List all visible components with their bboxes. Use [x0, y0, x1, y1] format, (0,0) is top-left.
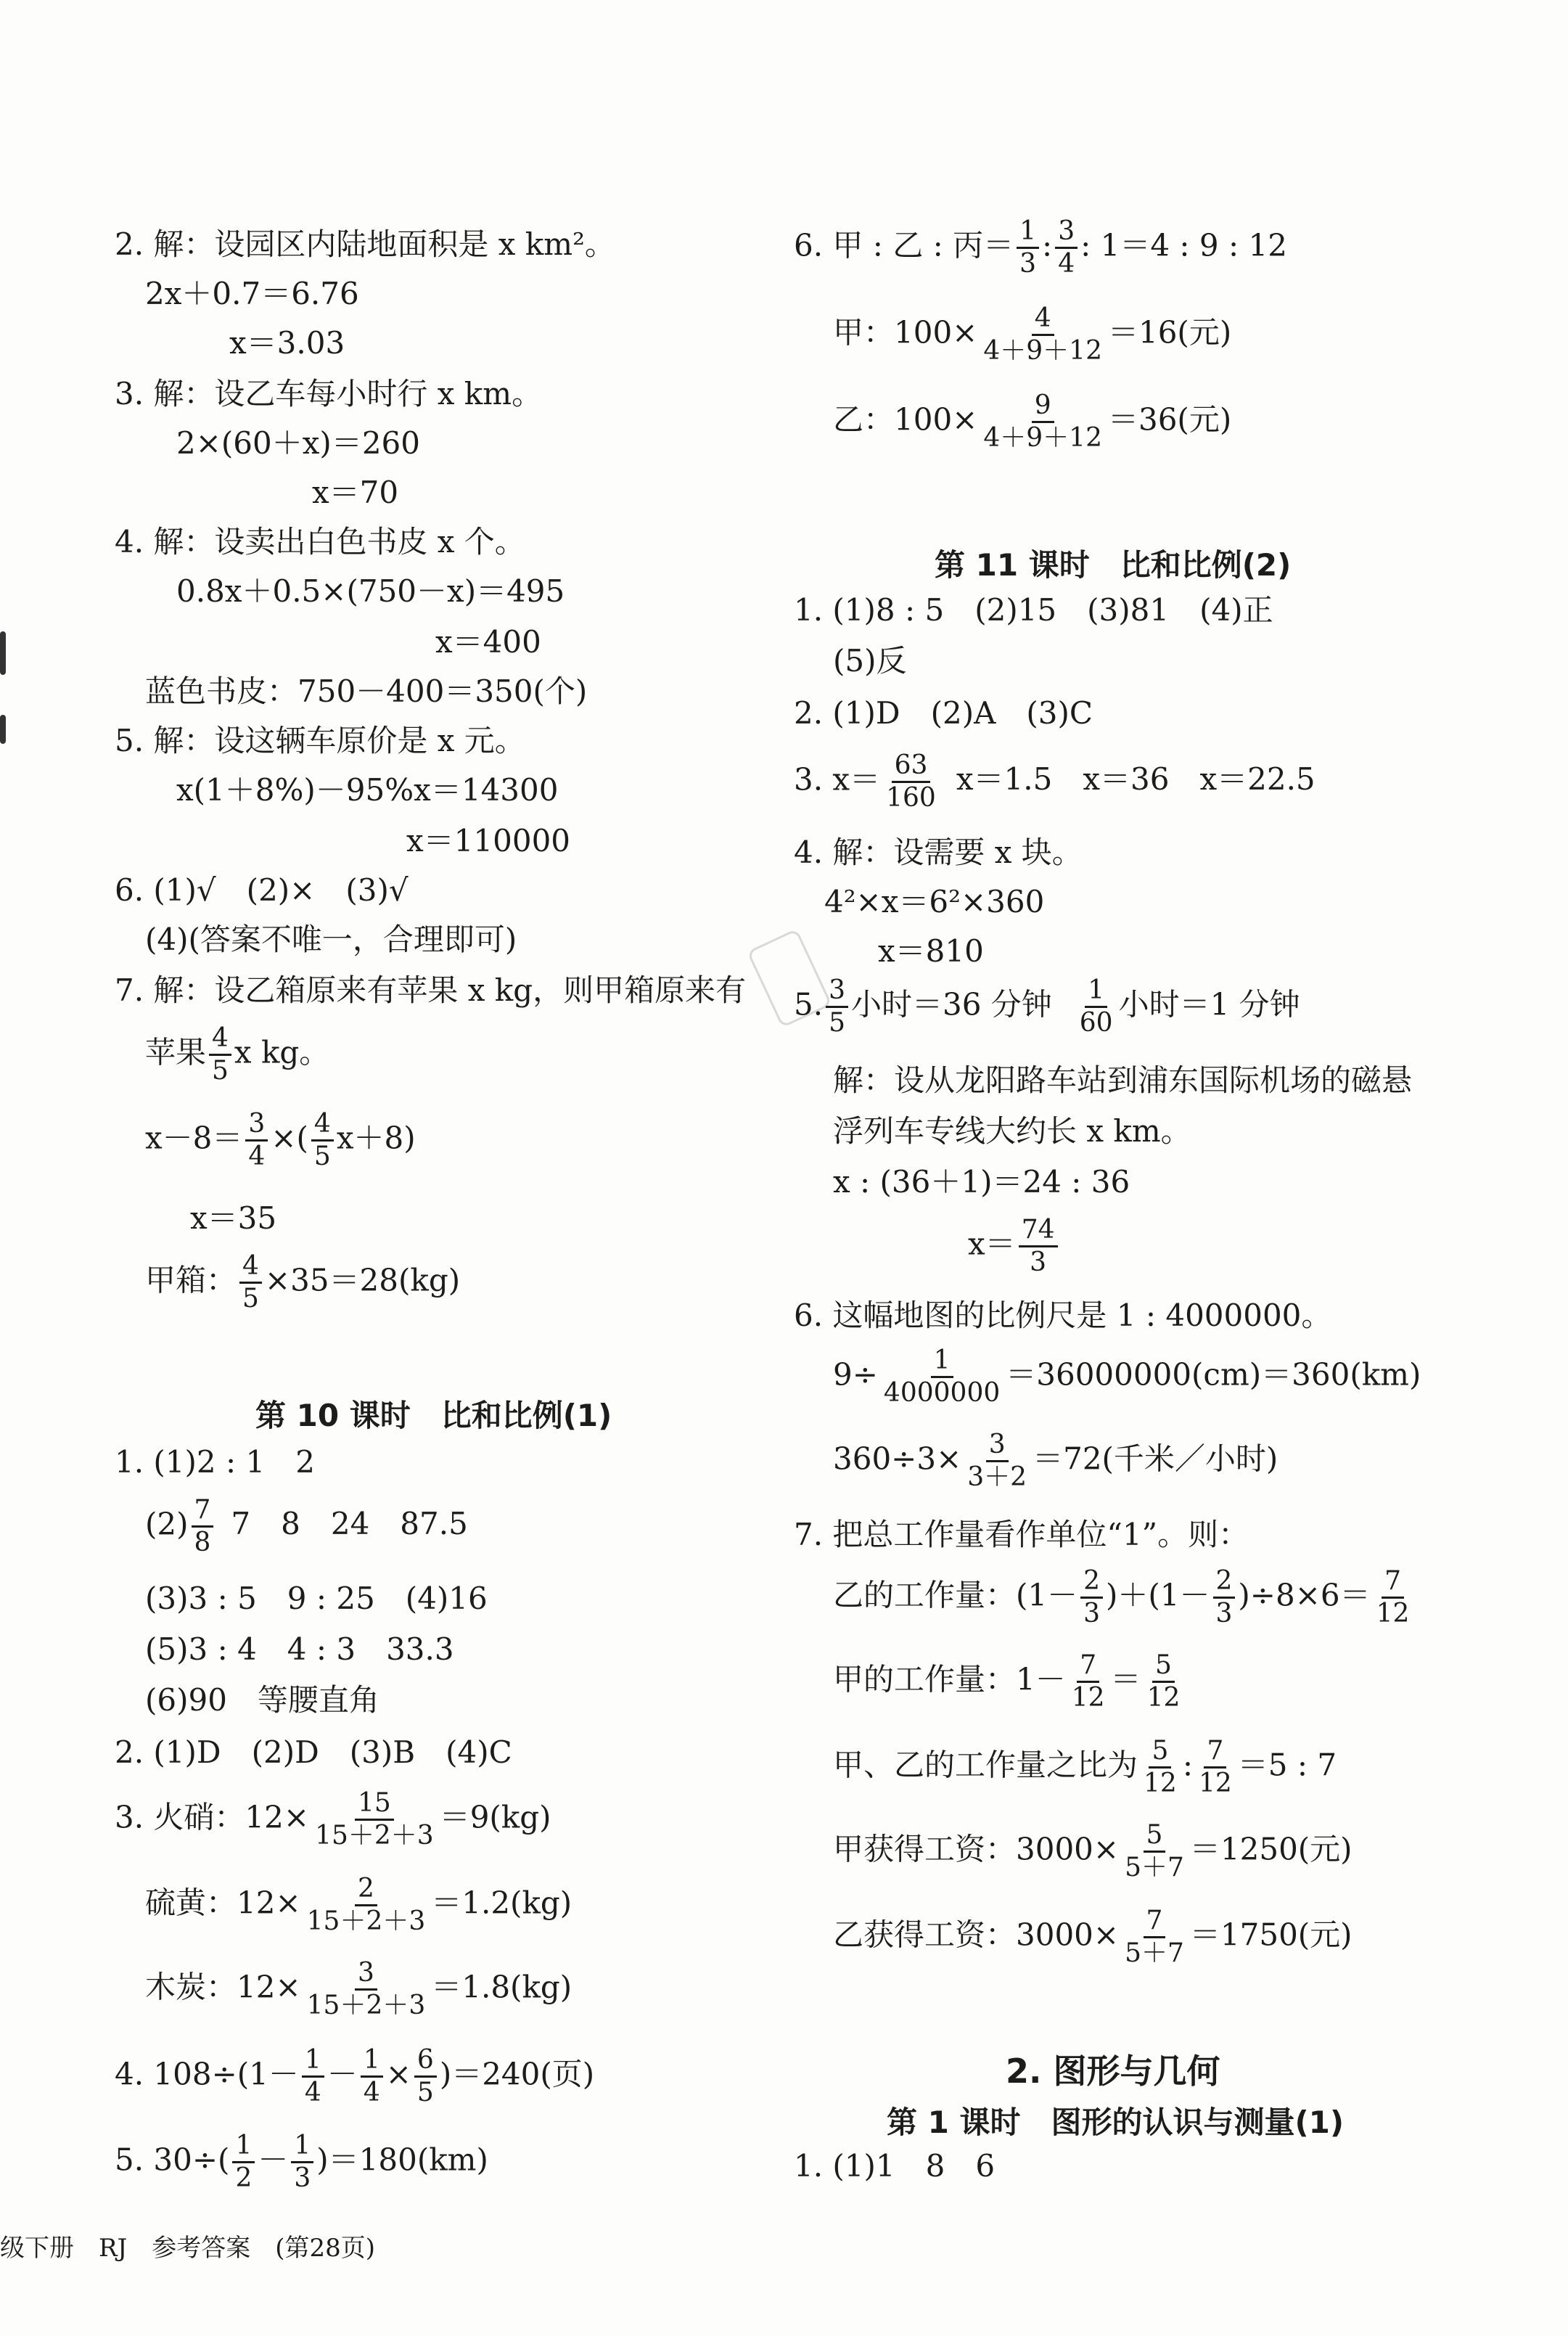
- fraction: $\frac{7}{8}$: [192, 1496, 214, 1557]
- answer-4c: 4. 解：设需要 x 块。: [794, 835, 1083, 870]
- fraction: $\frac{2}{3}$: [1213, 1567, 1236, 1628]
- equation: x＝810: [878, 933, 984, 969]
- text: :: [1042, 227, 1053, 263]
- text: 甲：100×: [833, 314, 978, 351]
- text: ＝1.8(kg): [431, 1969, 572, 2005]
- fraction: $\frac{3}{4}$: [1055, 218, 1078, 278]
- text: ＝9(kg): [439, 1799, 551, 1835]
- equation: [145, 1253, 460, 1313]
- text: ×35＝28(kg): [264, 1262, 461, 1298]
- equation: x＝110000: [406, 823, 571, 858]
- answer-3c: [794, 752, 1315, 812]
- text: 6. 甲 : 乙 : 丙＝: [794, 227, 1014, 263]
- equation: 浮列车专线大约长 x km。: [833, 1113, 1191, 1149]
- equation: [833, 1907, 1352, 1967]
- equation: [833, 1737, 1337, 1798]
- section-heading-10: 第 10 课时 比和比例(1): [255, 1398, 612, 1433]
- answer-6c: [794, 218, 1287, 278]
- fraction: $\frac{2}{3}$: [1080, 1567, 1103, 1628]
- text: ＝5 : 7: [1237, 1747, 1337, 1783]
- fraction: $\frac{5}{12}$: [1144, 1736, 1177, 1798]
- text: x＝1.5 x＝36 x＝22.5: [956, 761, 1315, 798]
- equation: (6)90 等腰直角: [145, 1682, 379, 1718]
- text: ×(: [271, 1120, 308, 1156]
- fraction: $\frac{3}{5}$: [826, 977, 848, 1037]
- text: 苹果: [145, 1034, 207, 1070]
- text: 木炭：12×: [145, 1969, 301, 2005]
- text: (2): [145, 1506, 189, 1542]
- text: ＝16(元): [1107, 314, 1232, 351]
- text: x＝: [968, 1226, 1016, 1262]
- fraction: $\frac{63}{160}$: [886, 750, 936, 813]
- answer-2: 2. 解：设园区内陆地面积是 x km²。: [115, 226, 615, 262]
- text: 小时＝1 分钟: [1118, 986, 1300, 1022]
- fraction: $\frac{7}{5+7}$: [1125, 1906, 1184, 1968]
- equation: [833, 305, 1231, 365]
- text: )＝240(页): [439, 2056, 595, 2092]
- fraction: $\frac{3}{15+2+3}$: [306, 1958, 426, 2020]
- fraction: $\frac{1}{4}$: [361, 2046, 383, 2107]
- text: )÷8×6＝: [1238, 1577, 1371, 1613]
- fraction: $\frac{15}{15+2+3}$: [315, 1788, 434, 1851]
- fraction: $\frac{2}{15+2+3}$: [306, 1874, 426, 1936]
- fraction: $\frac{7}{12}$: [1071, 1650, 1105, 1713]
- text: ＝72(千米／小时): [1033, 1440, 1278, 1477]
- text: 3. x＝: [794, 761, 881, 798]
- text: －: [258, 2142, 289, 2178]
- text: 小时＝36 分钟: [850, 986, 1052, 1022]
- text: )＋(1－: [1106, 1577, 1210, 1613]
- equation: [145, 1875, 572, 1935]
- answer-1d: 1. (1)1 8 6: [794, 2148, 996, 2184]
- equation: [833, 1431, 1278, 1491]
- section-heading-1: 第 1 课时 图形的认识与测量(1): [887, 2105, 1345, 2140]
- equation: x(1＋8%)－95%x＝14300: [176, 772, 559, 808]
- text: : 1＝4 : 9 : 12: [1080, 227, 1287, 263]
- equation: x＝70: [312, 475, 399, 510]
- fraction: $\frac{4}{5}$: [239, 1253, 262, 1313]
- text: 乙：100×: [833, 401, 978, 438]
- text: 360÷3×: [833, 1440, 962, 1477]
- fraction: $\frac{3}{3+2}$: [967, 1430, 1027, 1492]
- equation: [833, 1652, 1186, 1712]
- answer-7c: 7. 把总工作量看作单位“1”。则：: [794, 1517, 1249, 1552]
- fraction: $\frac{5}{12}$: [1146, 1650, 1181, 1713]
- text: x＋8): [336, 1120, 416, 1156]
- fraction: $\frac{1}{4}$: [302, 2046, 324, 2107]
- fraction: $\frac{3}{4}$: [245, 1110, 268, 1171]
- edge-mark: [0, 631, 6, 675]
- text: 甲的工作量：1－: [833, 1661, 1066, 1697]
- text: 7 8 24 87.5: [231, 1506, 468, 1542]
- text: 5. 30÷(: [115, 2142, 230, 2178]
- equation: 2x＋0.7＝6.76: [145, 276, 359, 311]
- equation: (5)反: [833, 643, 907, 679]
- equation: [145, 1959, 572, 2020]
- equation: 蓝色书皮：750－400＝350(个): [145, 673, 588, 709]
- text: x kg。: [234, 1034, 330, 1070]
- answer-3: 3. 解：设乙车每小时行 x km。: [115, 376, 543, 411]
- fraction: $\frac{7}{12}$: [1198, 1736, 1232, 1798]
- equation: 4²×x＝6²×360: [824, 884, 1045, 919]
- text: x－8＝: [145, 1120, 243, 1156]
- text: －: [327, 2056, 358, 2092]
- equation: 0.8x＋0.5×(750－x)＝495: [176, 573, 565, 609]
- answer-1: 1. (1)2 : 1 2: [115, 1444, 315, 1480]
- equation: [833, 392, 1231, 452]
- equation: 解：设从龙阳路车站到浦东国际机场的磁悬: [833, 1062, 1413, 1098]
- fraction: $\frac{4}{5}$: [311, 1110, 334, 1171]
- equation: (5)3 : 4 4 : 3 33.3: [145, 1631, 454, 1667]
- answer-5c: [794, 977, 1300, 1037]
- text: 甲箱：: [145, 1262, 237, 1298]
- equation: 2×(60＋x)＝260: [176, 425, 420, 461]
- text: ＝: [1110, 1661, 1141, 1697]
- text: ＝1750(元): [1189, 1917, 1352, 1953]
- fraction: $\frac{1}{2}$: [232, 2132, 255, 2192]
- section-heading-11: 第 11 课时 比和比例(2): [935, 547, 1292, 583]
- equation: (4)(答案不唯一，合理即可): [145, 922, 517, 957]
- equation: [833, 1821, 1352, 1882]
- answer-4: 4. 解：设卖出白色书皮 x 个。: [115, 524, 525, 560]
- fraction: $\frac{9}{4+9+12}$: [983, 390, 1102, 453]
- fraction: $\frac{1}{4000000}$: [883, 1345, 1001, 1408]
- fraction: $\frac{4}{5}$: [209, 1025, 231, 1085]
- text: ×: [385, 2056, 411, 2092]
- text: 甲获得工资：3000×: [833, 1831, 1120, 1867]
- edge-mark: [0, 715, 6, 744]
- fraction: $\frac{1}{3}$: [1017, 218, 1039, 278]
- text: ＝36(元): [1107, 401, 1232, 438]
- text: )＝180(km): [316, 2142, 488, 2178]
- fraction: $\frac{7}{12}$: [1376, 1566, 1410, 1628]
- text: 5.: [794, 986, 824, 1022]
- answer-7: 7. 解：设乙箱原来有苹果 x kg，则甲箱原来有: [115, 972, 747, 1008]
- text: 4. 108÷(1－: [115, 2056, 299, 2092]
- equation: x＝400: [435, 624, 541, 660]
- fraction: $\frac{5}{5+7}$: [1125, 1820, 1184, 1882]
- text: 9÷: [833, 1356, 878, 1393]
- answer-6: 6. (1)√ (2)× (3)√: [115, 872, 409, 908]
- page-footer: 级下册 RJ 参考答案 (第28页): [0, 2234, 376, 2263]
- text: 甲、乙的工作量之比为: [833, 1747, 1138, 1783]
- answer-2c: 2. (1)D (2)A (3)C: [794, 695, 1093, 731]
- equation: x＝3.03: [229, 325, 345, 361]
- text: 乙获得工资：3000×: [833, 1917, 1120, 1953]
- answer-6d: 6. 这幅地图的比例尺是 1 : 4000000。: [794, 1298, 1332, 1333]
- equation: [145, 1496, 468, 1557]
- text: 乙的工作量：(1－: [833, 1577, 1078, 1613]
- equation: x : (36＋1)＝24 : 36: [833, 1164, 1130, 1200]
- text: ＝1.2(kg): [431, 1885, 572, 1921]
- equation: [968, 1216, 1061, 1276]
- text: :: [1182, 1747, 1193, 1783]
- text: ＝36000000(cm)＝360(km): [1006, 1356, 1421, 1393]
- fraction: $\frac{6}{5}$: [414, 2046, 437, 2107]
- answer-5: 5. 解：设这辆车原价是 x 元。: [115, 723, 525, 758]
- fraction: $\frac{4}{4+9+12}$: [983, 303, 1102, 366]
- answer-4b: [115, 2046, 594, 2107]
- equation: [833, 1567, 1415, 1628]
- section-title-geometry: 2. 图形与几何: [1006, 2052, 1220, 2091]
- equation: [145, 1025, 329, 1085]
- answer-5b: [115, 2132, 488, 2192]
- text: ＝1250(元): [1189, 1831, 1352, 1867]
- text: 硫黄：12×: [145, 1885, 301, 1921]
- fraction: $\frac{1}{3}$: [291, 2132, 313, 2192]
- text: 3. 火硝：12×: [115, 1799, 310, 1835]
- answer-1c: 1. (1)8 : 5 (2)15 (3)81 (4)正: [794, 592, 1273, 628]
- equation: [145, 1110, 416, 1171]
- answer-3b: [115, 1790, 551, 1850]
- equation: [833, 1347, 1421, 1407]
- equation: (3)3 : 5 9 : 25 (4)16: [145, 1581, 488, 1616]
- fraction: $\frac{1}{60}$: [1079, 975, 1113, 1038]
- answer-2b: 2. (1)D (2)D (3)B (4)C: [115, 1734, 512, 1770]
- equation: x＝35: [190, 1200, 277, 1236]
- fraction: $\frac{74}{3}$: [1019, 1216, 1058, 1276]
